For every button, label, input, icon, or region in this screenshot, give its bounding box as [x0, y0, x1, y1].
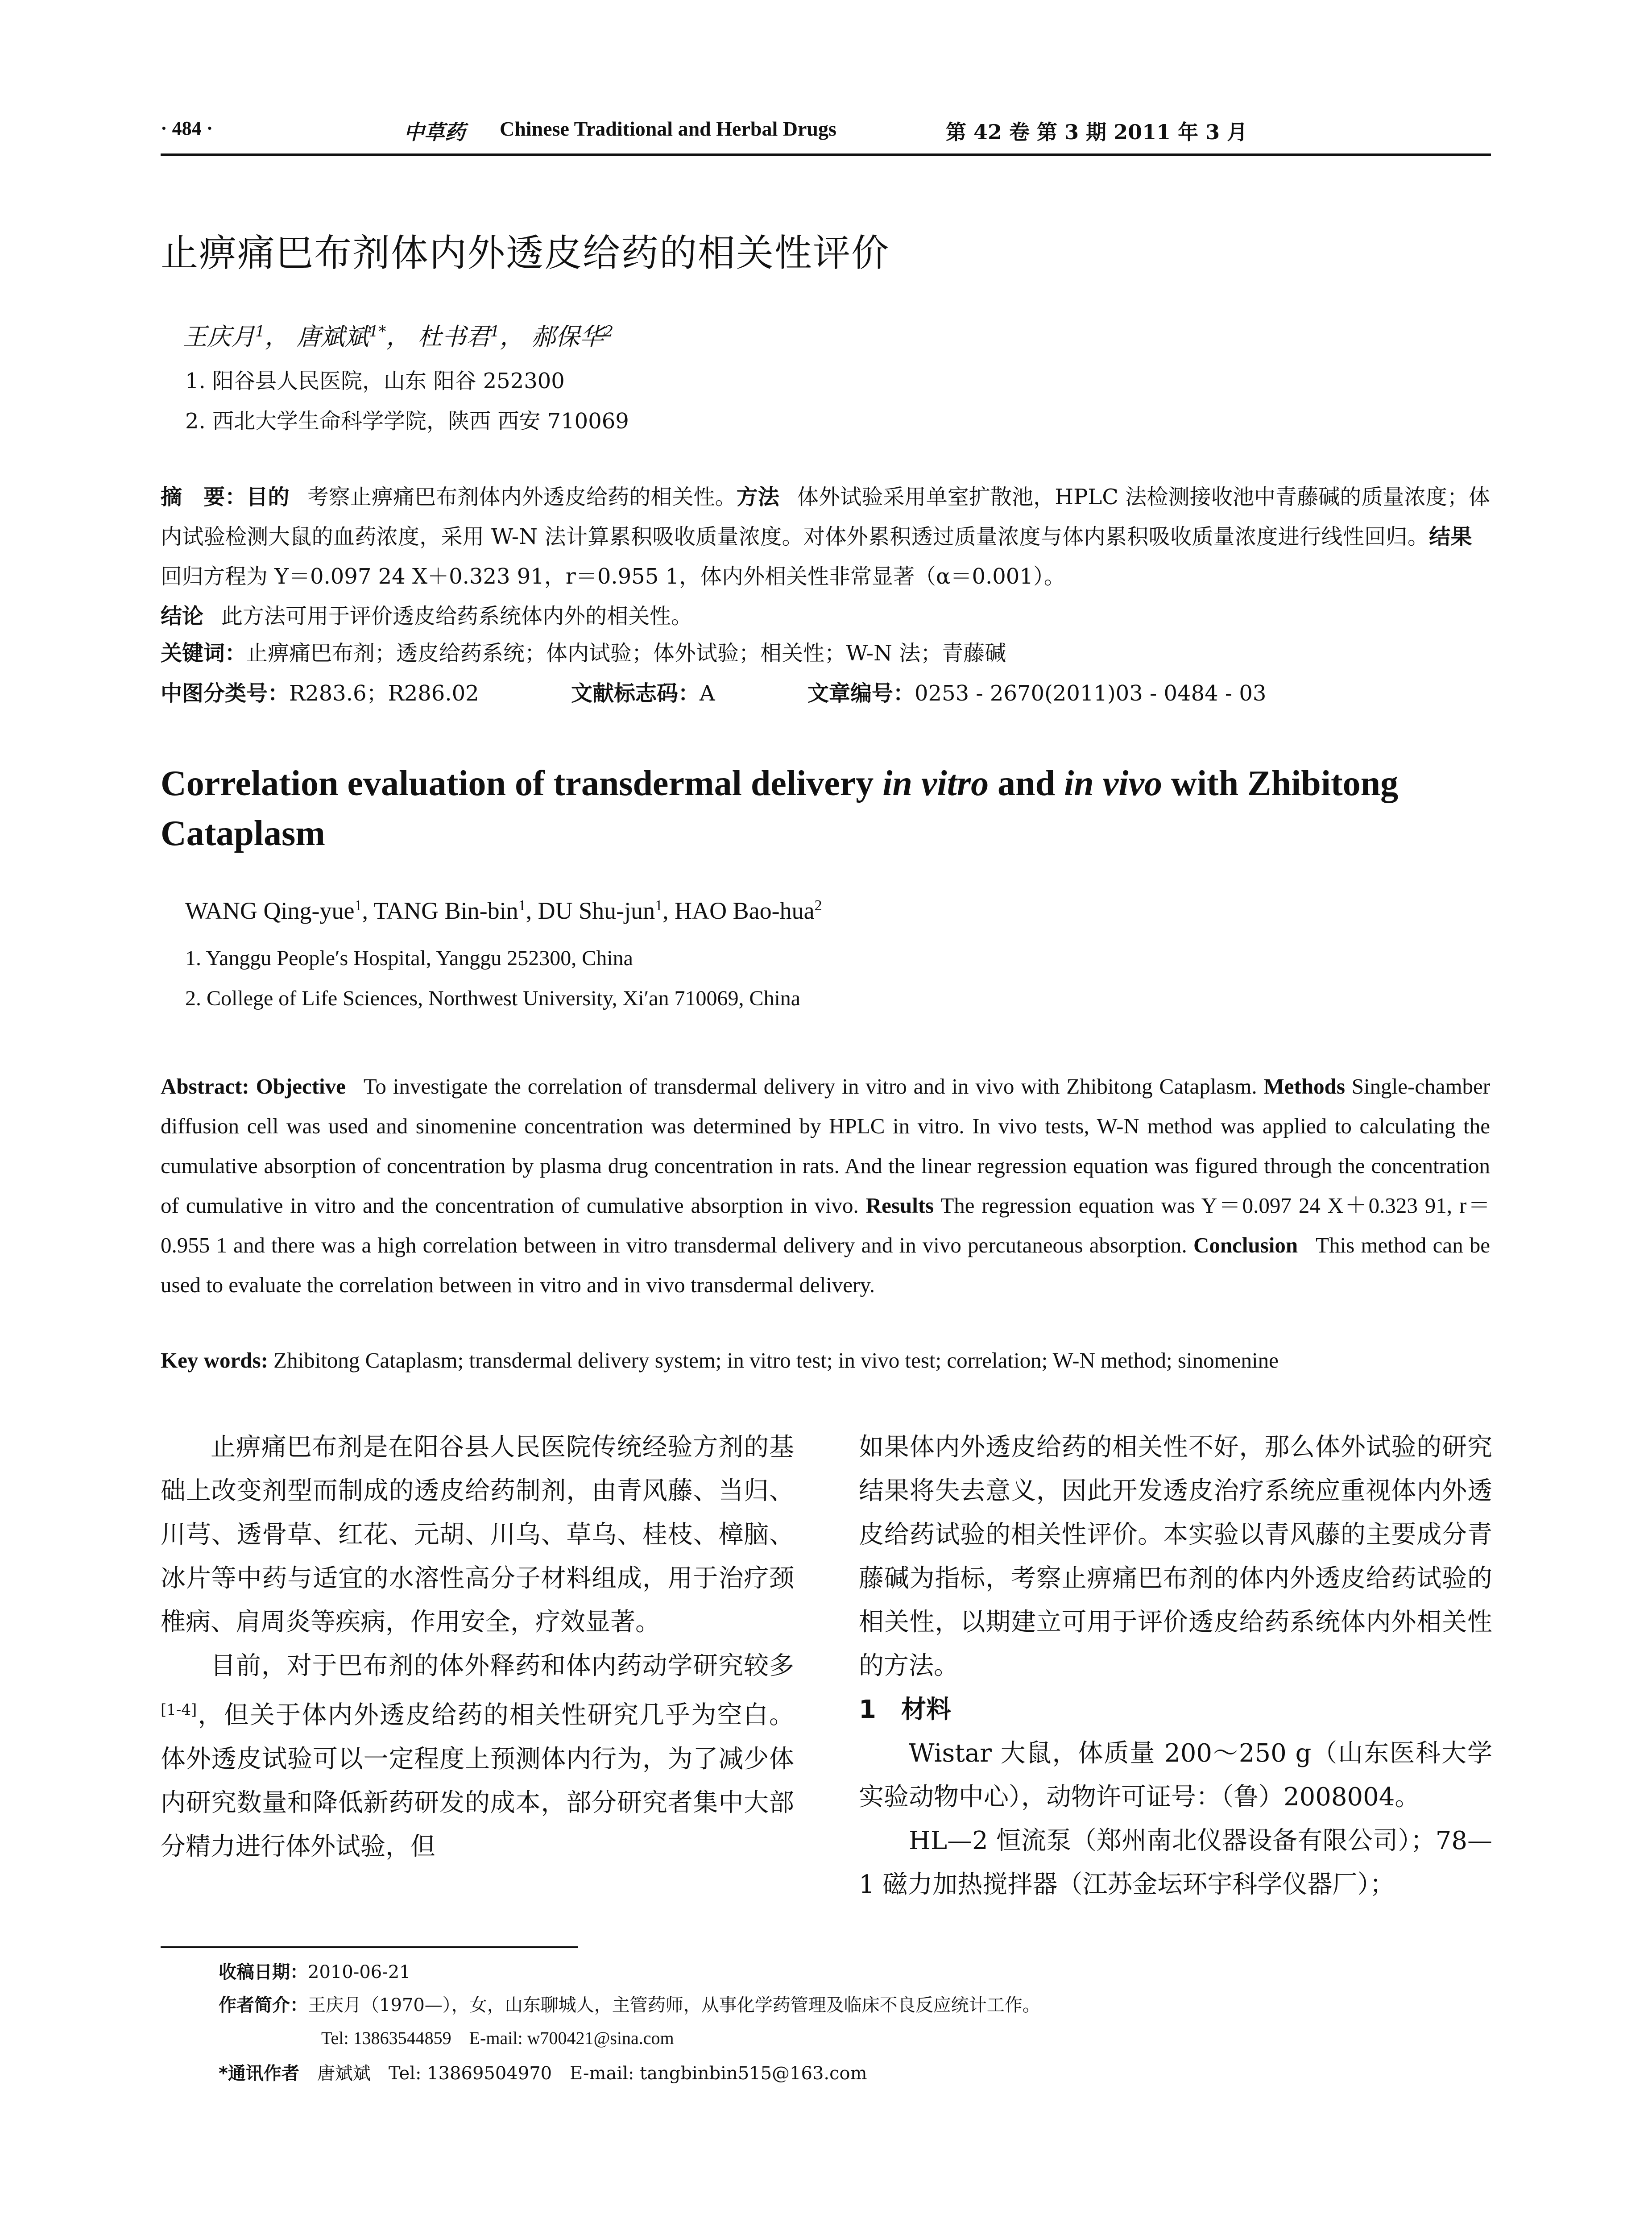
en-abstract [161, 1066, 1490, 1305]
cn-keywords [161, 636, 1006, 667]
en-keywords-label: Key words: [161, 1348, 268, 1373]
cn-abstract [161, 477, 1490, 636]
cn-conclusion-text: 此方法可用于评价透皮给药系统体内外的相关性。 [221, 604, 693, 629]
body-column-right [859, 1426, 1492, 1907]
clc-number: R283.6；R286.02 [289, 681, 479, 706]
cn-abstract-label: 摘 要： [161, 485, 247, 510]
body-paragraph: Wistar 大鼠，体质量 200～250 g（山东医科大学实验动物中心），动物许可证号：（鲁）2008004。 [859, 1739, 1492, 1812]
en-author-mark: 1 [518, 897, 526, 914]
footnote-corresponding [219, 2059, 867, 2085]
en-abstract-label: Abstract: [161, 1074, 249, 1099]
cn-author-mark: 1* [368, 323, 386, 340]
footnote-label: 作者简介： [219, 1995, 308, 2015]
cn-methods-text: 体外试验采用单室扩散池，HPLC 法检测接收池中青藤碱的质量浓度；体内试验检测大鼠的血药浓度，采用 W-N 法计算累积吸收质量浓度。对体外累积透过质量浓度与体内累积吸收质量浓度进行线性回归。 [161, 485, 1490, 549]
doc-code: A [700, 681, 715, 706]
running-header [161, 117, 1490, 153]
section-heading: 1 材料 [859, 1695, 951, 1724]
cn-author-mark: 1 [255, 323, 265, 340]
cn-keywords-text: 止痹痛巴布剂；透皮给药系统；体内试验；体外试验；相关性；W-N 法；青藤碱 [246, 641, 1006, 666]
cn-methods-label: 方法 [736, 485, 779, 510]
en-author-mark: 2 [814, 897, 822, 914]
cn-author-mark: 2 [604, 323, 614, 340]
cn-conclusion-label: 结论 [161, 604, 204, 629]
cn-title: 止痹痛巴布剂体内外透皮给药的相关性评价 [161, 231, 890, 275]
corresponding-author: 唐斌斌 Tel: 13869504970 E-mail: tangbinbin515@163.com [317, 2063, 867, 2084]
cn-affiliation-2: 2. 西北大学生命科学学院，陕西 西安 710069 [185, 409, 629, 434]
footnote-label: *通讯作者 [219, 2063, 299, 2084]
cn-authors: 王庆月$^1$， 唐斌斌$^{1*}$， 杜书君$^1$， 郝保华$^2$ [183, 323, 614, 351]
en-conclusion-text: This method can be used to evaluate the correlation between in vitro and in vivo transdermal delivery. [161, 1233, 1490, 1297]
article-id: 0253 - 2670(2011)03 - 0484 - 03 [915, 681, 1267, 706]
en-results-text: The regression equation was Y＝0.097 24 X＋0.323 91, r＝0.955 1 and there was a high correlation between in vitro transdermal delivery and in vivo percutaneous absorption. [161, 1193, 1491, 1257]
body-text: 目前，对于巴布剂的体外释药和体内药动学研究较多 [211, 1651, 794, 1680]
en-title-part: in vivo [1064, 764, 1163, 803]
cn-results-text: 回归方程为 Y＝0.097 24 X＋0.323 91，r＝0.955 1，体内外相关性非常显著（α＝0.001）。 [161, 564, 1065, 589]
en-affiliation-2: 2. College of Life Sciences, Northwest University, Xi′an 710069, China [185, 987, 801, 1010]
en-author-mark: 1 [354, 897, 362, 914]
en-objective-text: To investigate the correlation of transdermal delivery in vitro and in vivo with Zhibitong Cataplasm. [363, 1074, 1257, 1099]
cn-classification [161, 676, 1490, 707]
article-id-label: 文章编号： [807, 681, 915, 706]
page-number: · 484 · [161, 117, 213, 139]
cn-author: 杜书君 [418, 323, 490, 351]
cn-author: 王庆月 [183, 323, 255, 351]
footnote-author-bio [219, 1991, 1040, 2016]
footnote-received [219, 1958, 411, 1983]
cn-objective-text: 考察止痹痛巴布剂体内外透皮给药的相关性。 [307, 485, 737, 510]
body-paragraph: HL—2 恒流泵（郑州南北仪器设备有限公司）；78—1 磁力加热搅拌器（江苏金坛环宇科学仪器厂）； [859, 1826, 1492, 1899]
en-title-part: with Zhibitong Cataplasm [161, 764, 1399, 853]
body-paragraph: 止痹痛巴布剂是在阳谷县人民医院传统经验方剂的基础上改变剂型而制成的透皮给药制剂，由青风藤、当归、川芎、透骨草、红花、元胡、川乌、草乌、桂枝、樟脑、冰片等中药与适宜的水溶性高分子材料组成，用于治疗颈椎病、肩周炎等疾病，作用安全，疗效显著。 [161, 1433, 794, 1637]
en-authors: WANG Qing-yue$^1$, TANG Bin-bin$^1$, DU Shu-jun$^1$, HAO Bao-hua$^2$ [185, 897, 822, 924]
en-affiliation-1: 1. Yanggu People′s Hospital, Yanggu 252300, China [185, 946, 633, 970]
en-author: WANG Qing-yue [185, 897, 355, 924]
author-bio: 王庆月（1970—），女，山东聊城人，主管药师，从事化学药管理及临床不良反应统计工作。 [308, 1995, 1040, 2015]
en-title-part: in vitro [882, 764, 989, 803]
doc-code-label: 文献标志码： [571, 681, 700, 706]
en-methods-label: Methods [1263, 1074, 1345, 1099]
en-author: HAO Bao-hua [675, 897, 815, 924]
volume-issue: 第 42 卷 第 3 期 2011 年 3 月 [946, 120, 1248, 144]
en-keywords [161, 1348, 1279, 1373]
received-date: 2010-06-21 [308, 1962, 411, 1982]
en-author: TANG Bin-bin [373, 897, 518, 924]
cn-author: 唐斌斌 [296, 323, 369, 351]
en-keywords-text: Zhibitong Cataplasm; transdermal delivery system; in vitro test; in vivo test; correlation; W-N method; sinomenine [273, 1348, 1279, 1373]
en-author: DU Shu-jun [538, 897, 655, 924]
footnote-contact: Tel: 13863544859 E-mail: w700421@sina.com [321, 2028, 674, 2048]
citation: [1-4] [161, 1701, 197, 1719]
en-methods-text: Single-chamber diffusion cell was used and sinomenine concentration was determined by HPLC in vitro. In vivo tests, W-N method was applied to calculating the cumulative absorption of concentration by plasma drug concentration in rats. And the linear regression equation was figured through the concentration of cumulative in vitro and the concentration of cumulative absorption in vivo. [161, 1074, 1491, 1218]
clc-label: 中图分类号： [161, 681, 290, 706]
cn-author-mark: 1 [490, 323, 500, 340]
en-author-mark: 1 [655, 897, 663, 914]
footnote-rule [161, 1946, 578, 1948]
body-text: ，但关于体内外透皮给药的相关性研究几乎为空白。体外透皮试验可以一定程度上预测体内行为，为了减少体内研究数量和降低新药研发的成本，部分研究者集中大部分精力进行体外试验，但 [161, 1700, 794, 1861]
en-results-label: Results [865, 1193, 934, 1218]
cn-objective-label: 目的 [246, 485, 290, 510]
footnote-label: 收稿日期： [219, 1962, 308, 1982]
body-paragraph [161, 1644, 794, 1869]
en-title-part: Correlation evaluation of transdermal delivery [161, 764, 883, 803]
en-objective-label: Objective [256, 1074, 346, 1099]
cn-results-label: 结果 [1429, 524, 1472, 549]
en-title [161, 759, 1499, 858]
journal-name-cn: 中草药 [404, 120, 465, 144]
cn-keywords-label: 关键词： [161, 641, 247, 666]
en-conclusion-label: Conclusion [1193, 1233, 1298, 1257]
header-rule [161, 153, 1491, 156]
cn-affiliation-1: 1. 阳谷县人民医院，山东 阳谷 252300 [185, 369, 565, 394]
en-title-part: and [989, 764, 1064, 803]
body-column-left [161, 1426, 794, 1869]
body-paragraph: 如果体内外透皮给药的相关性不好，那么体外试验的研究结果将失去意义，因此开发透皮治疗系统应重视体内外透皮给药试验的相关性评价。本实验以青风藤的主要成分青藤碱为指标，考察止痹痛巴布剂的体内外透皮给药试验的相关性，以期建立可用于评价透皮给药系统体内外相关性的方法。 [859, 1433, 1492, 1680]
journal-name-en: Chinese Traditional and Herbal Drugs [500, 117, 836, 140]
cn-author: 郝保华 [531, 323, 604, 351]
